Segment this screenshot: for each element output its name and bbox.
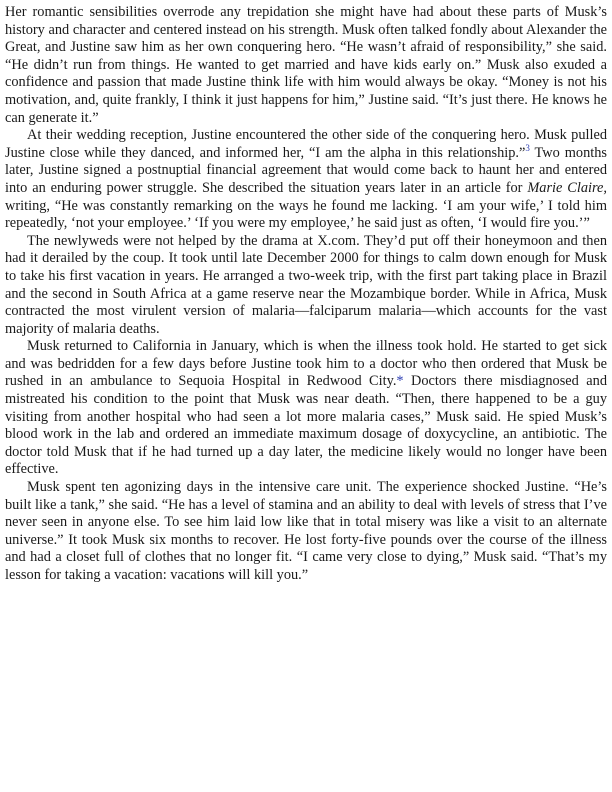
paragraph-5-text: Musk spent ten agonizing days in the intensive care unit. The experience shocked Justine. “He’s built like a tank,” she said. “He has a level of stamina and an ability to deal with levels of stress that I’ve never seen in anyone else. To see him laid low like that in total misery was like a visit to an alternate universe.” It took Musk six months to recover. He lost forty-five pounds over the course of the illness and had a closet full of clothes that no longer fit. “I came very close to dying,” Musk said. “That’s my lesson for taking a vacation: vacations will kill you.” [5,479,607,583]
paragraph-4-text-b: Doctors there misdiagnosed and mistreated his condition to the point that Musk was near death. “Then, there happened to be a guy visiting from another hospital who had seen a lot more malaria cases,” Musk said. He spied Musk’s blood work in the lab and ordered an immediate maximum dosage of doxycycline, an antibiotic. The doctor told Musk that if he had turned up a day later, the medicine likely would no longer have been effective. [5,373,607,478]
paragraph-3 [5,233,607,339]
paragraph-5 [5,479,607,585]
paragraph-2-text-a: At their wedding reception, Justine encountered the other side of the conquering hero. Musk pulled Justine close while they danced, and informed her, “I am the alpha in this relationship.” [5,127,607,161]
publication-title: Marie Claire, [527,179,607,196]
paragraph-3-text: The newlyweds were not helped by the drama at X.com. They’d put off their honeymoon and then had it derailed by the coup. It took until late December 2000 for things to calm down enough for Musk to take his first vacation in years. He arranged a two-week trip, with the first part taking place in Brazil and the second in South Africa at a game reserve near the Mozambique border. While in Africa, Musk contracted the most virulent version of malaria—falciparum malaria—which accounts for the vast majority of malaria deaths. [5,232,607,337]
paragraph-1 [5,4,607,127]
paragraph-4-text-a: Musk returned to California in January, which is when the illness took hold. He started to get sick and was bedridden for a few days before Justine took him to a doctor who then ordered that Musk be rushed in an ambulance to Sequoia Hospital in Redwood City. [5,338,607,390]
page-body-text [5,4,607,585]
paragraph-2-text-b: Two months later, Justine signed a postnuptial financial agreement that would come back to haunt her and entered into an enduring power struggle. She described the situation years later in an article for [5,144,608,196]
footnote-3-link[interactable]: 3 [525,142,530,153]
paragraph-4 [5,338,607,479]
paragraph-2 [5,127,607,233]
paragraph-1-text: Her romantic sensibilities overrode any trepidation she might have had about these parts of Musk’s history and character and centered instead on his strength. Musk often talked fondly about Alexander the Great, and Justine saw him as her own conquering hero. “He wasn’t afraid of responsibility,” she said. “He didn’t run from things. He wanted to get married and have kids early on.” Musk also exuded a confidence and passion that made Justine think life with him would always be okay. “Money is not his motivation, and, quite frankly, I think it just happens for him,” Justine said. “It’s just there. He knows he can generate it.” [5,4,607,126]
asterisk-note-link[interactable]: * [396,373,404,390]
paragraph-2-text-c: writing, “He was constantly remarking on the ways he found me lacking. ‘I am your wife,’ I told him repeatedly, ‘not your employee.’ ‘If you were my employee,’ he said just as often, ‘I would fire you.’” [5,197,607,232]
